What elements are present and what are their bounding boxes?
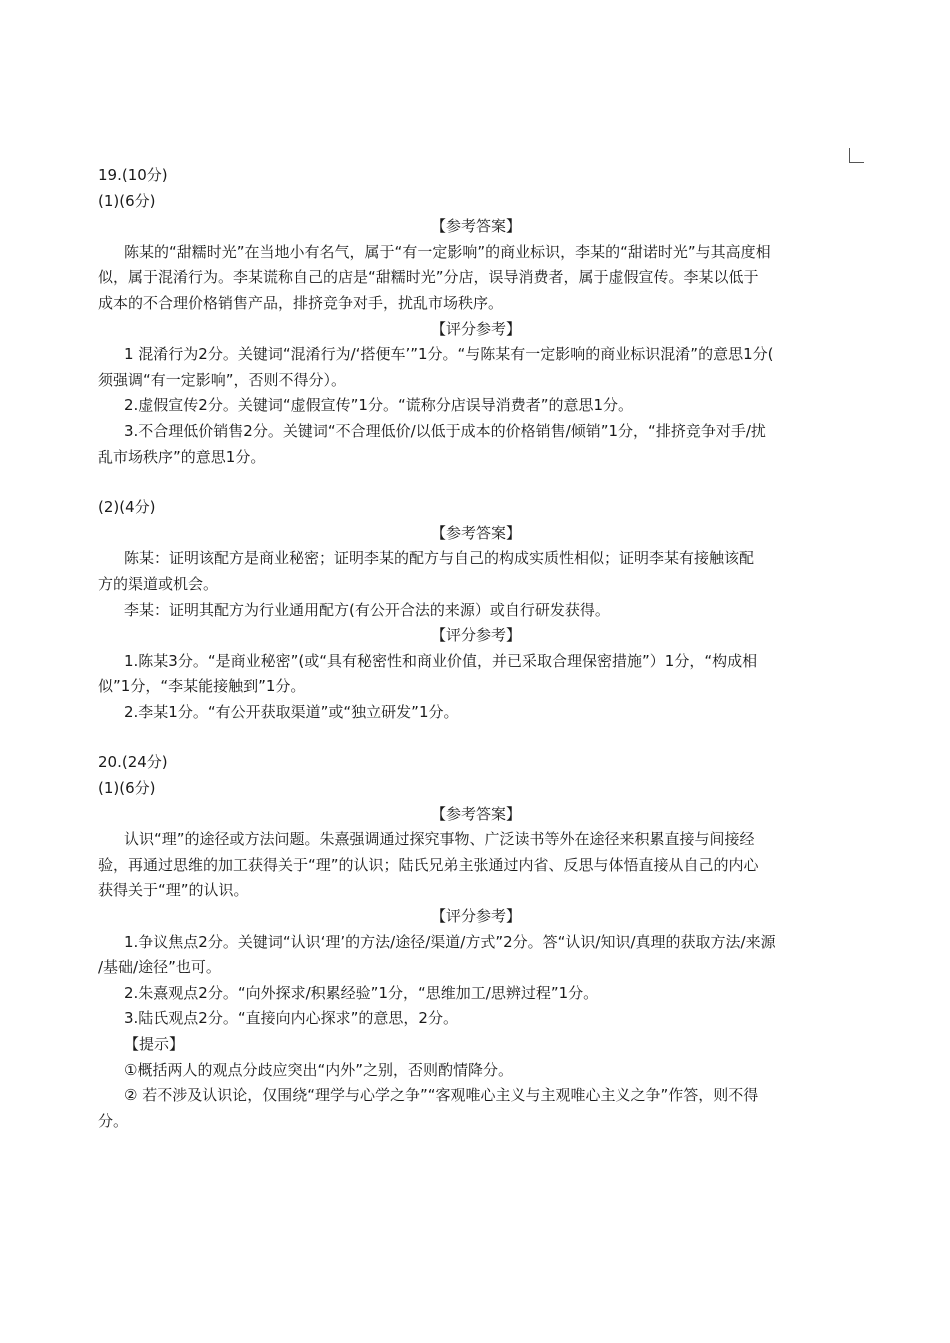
q19-part2-answer-line: 陈某：证明该配方是商业秘密；证明李某的配方与自己的构成实质性相似；证明李某有接触该配 bbox=[124, 549, 755, 568]
corner-crop-mark bbox=[849, 148, 864, 163]
q19-part2-scoring-line: 2.李某1分。“有公开获取渠道”或“独立研发”1分。 bbox=[124, 702, 459, 721]
q19-part2-scoring-line: 1.陈某3分。“是商业秘密”(或“具有秘密性和商业价值，并已采取合理保密措施”）1分，“构成相 bbox=[124, 651, 758, 670]
q19-part1-scoring-line: 须强调“有一定影响”，否则不得分）。 bbox=[98, 370, 347, 389]
q19-part1-scoring-line: 乱市场秩序”的意思1分。 bbox=[98, 447, 266, 466]
q19-part1-answer-line: 成本的不合理价格销售产品，排挤竞争对手，扰乱市场秩序。 bbox=[98, 293, 504, 312]
q19-part2-scoring-line: 似”1分，“李某能接触到”1分。 bbox=[98, 677, 306, 696]
q20-part1-title: (1)(6分) bbox=[98, 779, 156, 798]
q19-part1-scoring-line: 2.虚假宣传2分。关键词“虚假宣传”1分。“谎称分店误导消费者”的意思1分。 bbox=[124, 396, 634, 415]
q19-part2-answer-line: 李某：证明其配方为行业通用配方(有公开合法的来源）或自行研发获得。 bbox=[124, 600, 610, 619]
answer-document bbox=[98, 163, 854, 1134]
q20-part1-tip-heading: 【提示】 bbox=[124, 1035, 185, 1053]
q20-part1-answer-line: 验，再通过思维的加工获得关于“理”的认识；陆氏兄弟主张通过内省、反思与体悟直接从自己的内心 bbox=[98, 855, 759, 874]
spacer bbox=[98, 470, 854, 495]
q20-part1-answer-line: 获得关于“理”的认识。 bbox=[98, 881, 249, 900]
question-20-title: 20.(24分) bbox=[98, 753, 168, 772]
q19-part1-answer-line: 似，属于混淆行为。李某谎称自己的店是“甜糯时光”分店，误导消费者，属于虚假宣传。李某以低于 bbox=[98, 268, 759, 287]
question-19-title: 19.(10分) bbox=[98, 166, 168, 184]
q20-part1-scoring-line: 2.朱熹观点2分。“向外探求/积累经验”1分，“思维加工/思辨过程”1分。 bbox=[124, 983, 599, 1002]
q19-part2-answer-heading: 【参考答案】 bbox=[430, 523, 521, 542]
q20-part1-answer-line: 认识“理”的途径或方法问题。朱熹强调通过探究事物、广泛读书等外在途径来积累直接与间接经 bbox=[124, 830, 755, 849]
q20-part1-tip-line: 分。 bbox=[98, 1111, 129, 1130]
q19-part1-answer-heading: 【参考答案】 bbox=[430, 217, 521, 236]
q19-part2-answer-line: 方的渠道或机会。 bbox=[98, 574, 219, 593]
q20-part1-scoring-line: 3.陆氏观点2分。“直接向内心探求”的意思，2分。 bbox=[124, 1009, 458, 1028]
q20-part1-scoring-heading: 【评分参考】 bbox=[430, 907, 521, 926]
q19-part1-title: (1)(6分) bbox=[98, 191, 156, 210]
q19-part1-answer-line: 陈某的“甜糯时光”在当地小有名气，属于“有一定影响”的商业标识，李某的“甜诺时光”与其高度相 bbox=[124, 242, 771, 261]
q20-part1-scoring-line: /基础/途径”也可。 bbox=[98, 958, 221, 977]
q19-part2-title: (2)(4分) bbox=[98, 498, 156, 517]
q19-part1-scoring-heading: 【评分参考】 bbox=[430, 319, 521, 338]
q20-part1-scoring-line: 1.争议焦点2分。关键词“认识‘理’的方法/途径/渠道/方式”2分。答“认识/知识/真理的获取方法/来源 bbox=[124, 932, 776, 951]
q20-part1-tip-line: ② 若不涉及认识论，仅围绕“理学与心学之争”“客观唯心主义与主观唯心主义之争”作答，则不得 bbox=[124, 1086, 759, 1105]
q20-part1-tip-line: ①概括两人的观点分歧应突出“内外”之别，否则酌情降分。 bbox=[124, 1060, 513, 1079]
q19-part1-scoring-line: 1 混淆行为2分。关键词“混淆行为/‘搭便车’”1分。“与陈某有一定影响的商业标识混淆”的意思1分( bbox=[124, 345, 774, 364]
q19-part1-scoring-line: 3.不合理低价销售2分。关键词“不合理低价/以低于成本的价格销售/倾销”1分，“排挤竞争对手/扰 bbox=[124, 421, 766, 440]
q19-part2-scoring-heading: 【评分参考】 bbox=[430, 626, 521, 645]
spacer bbox=[98, 725, 854, 750]
q20-part1-answer-heading: 【参考答案】 bbox=[430, 804, 521, 823]
